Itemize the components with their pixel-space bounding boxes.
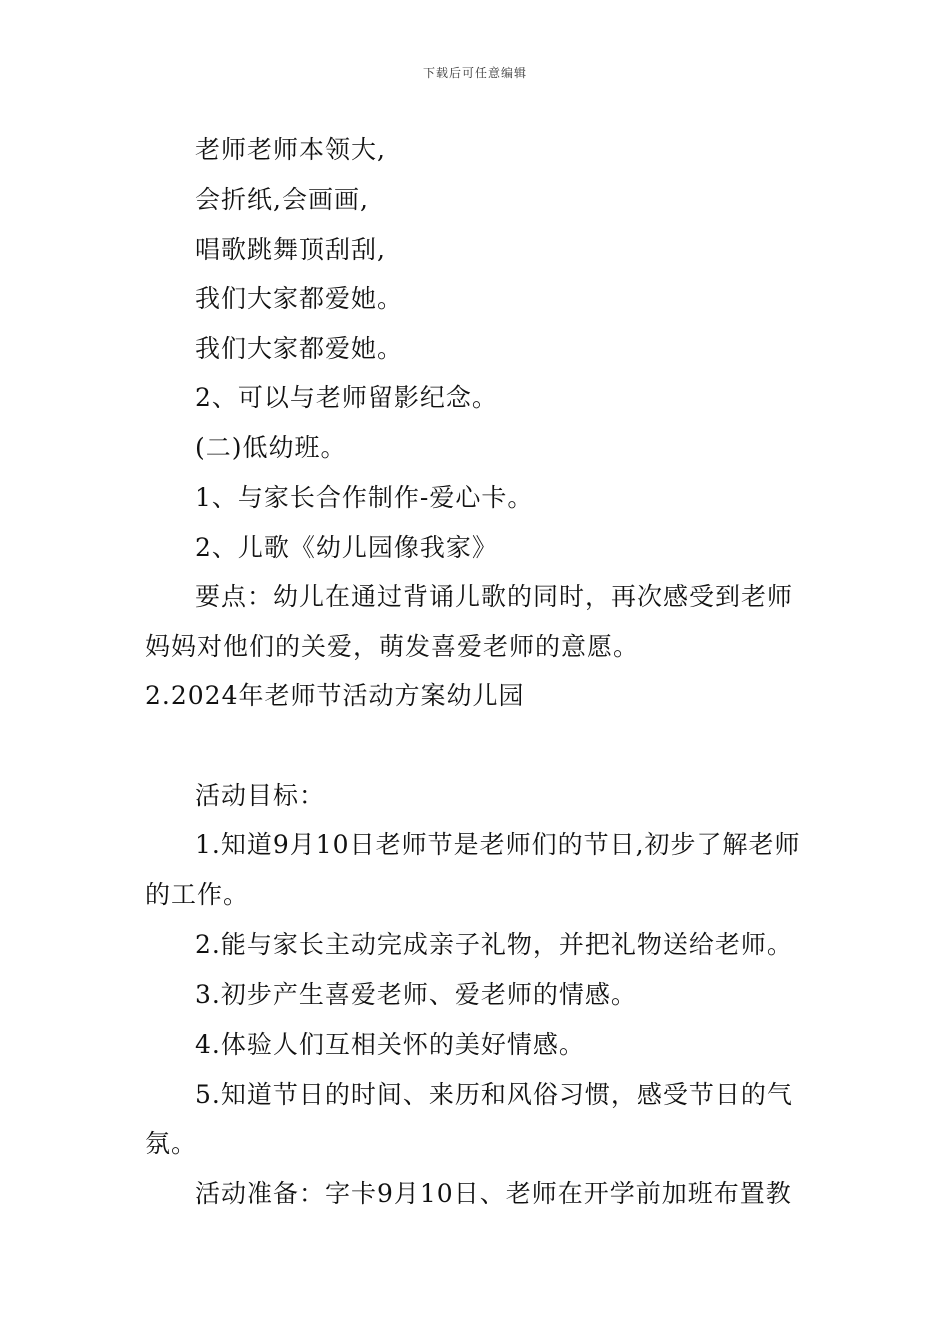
list-item: 4.体验人们互相关怀的美好情感。 bbox=[195, 1030, 585, 1059]
page-header-note: 下载后可任意编辑 bbox=[422, 66, 527, 80]
paragraph-line: 妈妈对他们的关爱，萌发喜爱老师的意愿。 bbox=[145, 632, 640, 661]
poem-line: 我们大家都爱她。 bbox=[195, 334, 404, 363]
list-item: 2.能与家长主动完成亲子礼物，并把礼物送给老师。 bbox=[195, 930, 793, 959]
list-item: 2、可以与老师留影纪念。 bbox=[195, 383, 498, 412]
section-title: 2.2024年老师节活动方案幼儿园 bbox=[145, 681, 525, 710]
list-item: 5.知道节日的时间、来历和风俗习惯，感受节日的气 bbox=[195, 1080, 793, 1109]
paragraph-line: 活动准备：字卡9月10日、老师在开学前加班布置教 bbox=[195, 1179, 792, 1208]
list-item-continuation: 的工作。 bbox=[145, 880, 250, 909]
list-item: 1、与家长合作制作-爱心卡。 bbox=[195, 483, 534, 512]
poem-line: 老师老师本领大, bbox=[195, 135, 386, 164]
poem-line: 会折纸,会画画, bbox=[195, 185, 369, 214]
poem-line: 我们大家都爱她。 bbox=[195, 284, 404, 313]
list-item: 3.初步产生喜爱老师、爱老师的情感。 bbox=[195, 980, 637, 1009]
section-heading: (二)低幼班。 bbox=[195, 433, 347, 462]
list-item: 1.知道9月10日老师节是老师们的节日,初步了解老师 bbox=[195, 830, 801, 859]
poem-line: 唱歌跳舞顶刮刮, bbox=[195, 235, 386, 264]
paragraph-line: 要点：幼儿在通过背诵儿歌的同时，再次感受到老师 bbox=[195, 582, 794, 611]
section-heading: 活动目标： bbox=[195, 781, 326, 810]
list-item: 2、儿歌《幼儿园像我家》 bbox=[195, 533, 498, 562]
list-item-continuation: 氛。 bbox=[145, 1129, 198, 1158]
